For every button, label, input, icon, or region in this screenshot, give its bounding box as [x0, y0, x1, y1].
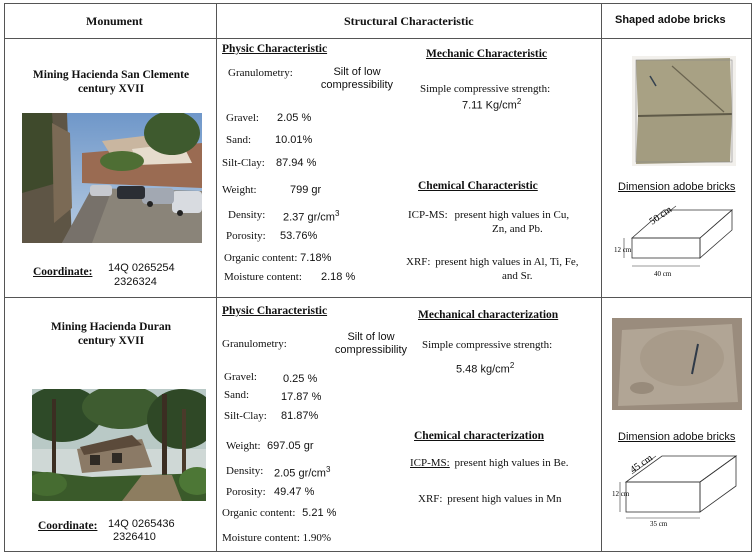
- organic-value-2: 5.21 %: [302, 507, 337, 519]
- brick-dimension-diagram-1: [614, 198, 744, 278]
- coordinate-value-2b: 2326410: [113, 531, 156, 543]
- table-border-right: [751, 3, 752, 552]
- brick-photo-1: [632, 56, 736, 166]
- density-label-1: Density:: [228, 209, 266, 221]
- coordinate-value-1a: 14Q 0265254: [108, 262, 175, 274]
- xrf-text-1b: and Sr.: [502, 270, 533, 282]
- granulometry-value-1: [312, 66, 402, 92]
- mech-sup-1: 2: [516, 97, 522, 106]
- xrf-line-1: [406, 256, 579, 268]
- granulometry-value-2-line2: compressibility: [334, 344, 408, 356]
- monument-century-1: century XVII: [77, 83, 145, 95]
- organic-label-2: [222, 507, 336, 519]
- icp-label-1: ICP-MS:: [408, 209, 448, 221]
- porosity-label-1: Porosity:: [226, 230, 266, 242]
- granulometry-value-1-line2: compressibility: [320, 79, 394, 91]
- dim-a-label-1: 50 cm: [647, 204, 675, 228]
- header-bricks: Shaped adobe bricks: [615, 14, 726, 26]
- xrf-label-1: XRF:: [406, 256, 431, 268]
- moisture-label-1: Moisture content:: [224, 271, 302, 283]
- physic-title-2: Physic Characteristic: [222, 305, 328, 317]
- table-border-top: [4, 3, 752, 4]
- xrf-line-2: [418, 493, 561, 505]
- sand-label-2: Sand:: [224, 389, 250, 401]
- mech-text-2: Simple compressive strength:: [422, 339, 553, 351]
- icp-label-2: ICP-MS:: [410, 457, 450, 469]
- density-value-2: [274, 465, 330, 480]
- icp-text-1b: Zn, and Pb.: [492, 223, 543, 235]
- monument-name-1-line1: Mining Hacienda San Clemente: [32, 69, 190, 81]
- monument-photo-2: [32, 389, 206, 501]
- brick-photo-2: [612, 318, 742, 410]
- coordinate-label-1: Coordinate:: [33, 266, 93, 278]
- photo-hacienda-duran: [32, 389, 206, 501]
- physic-title-1: Physic Characteristic: [222, 43, 328, 55]
- dim-c-label-1: 40 cm: [654, 270, 672, 278]
- organic-value-1: 7.18%: [300, 252, 332, 264]
- density-sup-2: 3: [325, 465, 331, 474]
- coordinate-value-1b: 2326324: [114, 276, 157, 288]
- siltclay-label-1: Silt-Clay:: [222, 157, 265, 169]
- adobe-brick-image-1: [632, 56, 736, 166]
- chem-title-2: Chemical characterization: [414, 430, 544, 442]
- dim-c-label-2: 35 cm: [650, 520, 668, 526]
- dim-b-label-1: 12 cm: [614, 246, 632, 254]
- porosity-value-1: 53.76%: [280, 230, 318, 242]
- density-number-1: 2.37 gr/cm: [283, 211, 335, 224]
- icp-line-2: [410, 457, 568, 469]
- organic-label-2-text: Organic content:: [222, 507, 296, 519]
- mech-value-1: [462, 97, 521, 112]
- xrf-text-1a: present high values in Al, Ti, Fe,: [435, 256, 579, 268]
- table-border-bottom: [4, 551, 752, 552]
- dim-title-2: Dimension adobe bricks: [618, 431, 736, 443]
- siltclay-value-1: 87.94 %: [276, 157, 317, 169]
- sand-value-1: 10.01%: [275, 134, 313, 146]
- gravel-value-1: 2.05 %: [277, 112, 312, 124]
- row-divider: [4, 297, 752, 298]
- dim-title-1: Dimension adobe bricks: [618, 181, 736, 193]
- weight-value-1: 799 gr: [290, 184, 322, 196]
- siltclay-label-2: Silt-Clay:: [224, 410, 267, 422]
- coordinate-value-2a: 14Q 0265436: [108, 518, 175, 530]
- coordinate-label-2: Coordinate:: [38, 520, 98, 532]
- weight-value-2: 697.05 gr: [267, 440, 314, 452]
- moisture-label-2: Moisture content:: [222, 532, 300, 544]
- granulometry-label-1: Granulometry:: [228, 67, 293, 79]
- coordinate-block-2: [38, 516, 97, 534]
- granulometry-label-2: Granulometry:: [222, 338, 287, 350]
- granulometry-value-1-line1: Silt of low: [333, 66, 381, 78]
- granulometry-value-2-line1: Silt of low: [347, 331, 395, 343]
- moisture-value-2: 1.90%: [302, 532, 332, 544]
- granulometry-value-2: [326, 331, 416, 357]
- porosity-value-2: 49.47 %: [274, 486, 315, 498]
- monument-photo-1: [22, 113, 202, 243]
- adobe-brick-image-2: [612, 318, 742, 410]
- density-label-2: Density:: [226, 465, 264, 477]
- icp-text-1a: present high values in Cu,: [454, 209, 570, 221]
- siltclay-value-2: 81.87%: [281, 410, 319, 422]
- organic-label-1-text: Organic content:: [224, 252, 298, 264]
- dim-a-label-2: 45 cm: [628, 452, 655, 476]
- sand-value-2: 17.87 %: [281, 391, 322, 403]
- gravel-label-1: Gravel:: [226, 112, 259, 124]
- header-monument: Monument: [86, 14, 143, 28]
- monument-name-2: [10, 320, 212, 348]
- moisture-value-1: 2.18 %: [321, 271, 356, 283]
- header-structural: Structural Characteristic: [344, 14, 474, 28]
- density-value-1: [283, 209, 339, 224]
- gravel-label-2: Gravel:: [224, 371, 257, 383]
- mech-value-2-number: 5.48 kg/cm: [456, 363, 510, 376]
- photo-hacienda-san-clemente: [22, 113, 202, 243]
- moisture-line-2: [222, 532, 331, 544]
- table-border-left: [4, 3, 5, 552]
- icp-text-2a: present high values in Be.: [454, 457, 569, 469]
- xrf-label-2: XRF:: [418, 493, 443, 505]
- header-divider: [4, 38, 752, 39]
- density-number-2: 2.05 gr/cm: [274, 467, 326, 480]
- mech-value-2: [456, 361, 514, 376]
- monument-century-2: century XVII: [77, 335, 145, 347]
- column-divider-1: [216, 3, 217, 552]
- density-sup-1: 3: [334, 209, 340, 218]
- chem-title-1: Chemical Characteristic: [418, 180, 538, 192]
- gravel-value-2: 0.25 %: [283, 373, 318, 385]
- weight-label-1: Weight:: [222, 184, 257, 196]
- xrf-text-2a: present high values in Mn: [447, 493, 562, 505]
- monument-name-1: [10, 68, 212, 96]
- dim-b-label-2: 12 cm: [612, 490, 630, 498]
- weight-label-2: Weight:: [226, 440, 261, 452]
- organic-label-1: [224, 252, 331, 264]
- sand-label-1: Sand:: [226, 134, 252, 146]
- coordinate-block-1: [33, 262, 92, 280]
- mech-sup-2: 2: [509, 361, 515, 370]
- mech-title-1: Mechanic Characteristic: [426, 48, 548, 60]
- monument-name-2-line1: Mining Hacienda Duran: [50, 321, 172, 333]
- mech-title-2: Mechanical characterization: [418, 309, 559, 321]
- column-divider-2: [601, 3, 602, 552]
- porosity-label-2: Porosity:: [226, 486, 266, 498]
- icp-line-1: [408, 209, 569, 221]
- mech-value-1-number: 7.11 Kg/cm: [462, 99, 517, 112]
- brick-dimension-diagram-2: [612, 446, 742, 526]
- mech-text-1: Simple compressive strength:: [420, 83, 551, 95]
